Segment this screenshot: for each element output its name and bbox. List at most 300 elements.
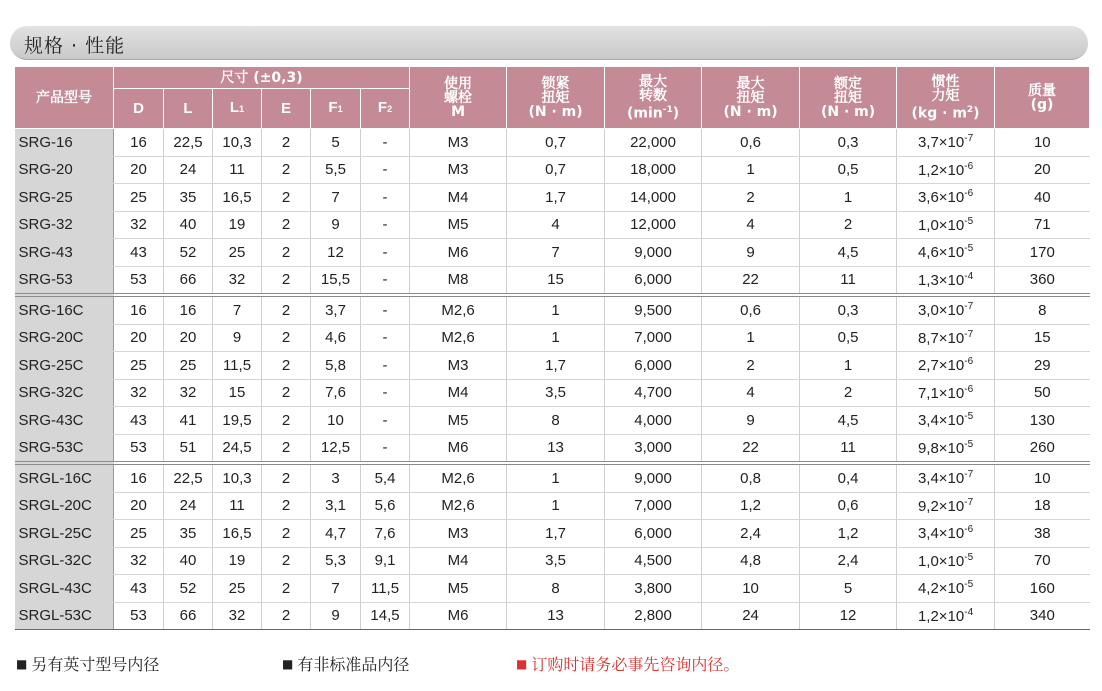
- cell-ratedt: 0,5: [800, 324, 897, 352]
- cell-l1: 25: [213, 575, 262, 603]
- cell-m: M3: [410, 156, 507, 184]
- inertia-base: 1,3×10: [917, 271, 965, 289]
- cell-speed: 6,000: [605, 266, 702, 295]
- cell-speed: 4,000: [605, 407, 702, 435]
- cell-f2: 7,6: [361, 520, 410, 548]
- table-row: [15, 520, 1090, 548]
- inertia-exponent: -7: [964, 133, 974, 145]
- cell-mass: 8: [995, 295, 1090, 324]
- cell-inertia: [897, 295, 995, 324]
- table-row: [15, 352, 1090, 380]
- cell-f1: 12: [311, 239, 361, 267]
- cell-f1: 3: [311, 463, 361, 492]
- cell-maxt: 0,6: [702, 295, 800, 324]
- cell-mass: 70: [995, 547, 1090, 575]
- cell-inertia: [897, 547, 995, 575]
- inertia-exponent: -7: [964, 301, 974, 313]
- cell-mass: 71: [995, 211, 1090, 239]
- cell-maxt: 4,8: [702, 547, 800, 575]
- cell-ratedt: 2: [800, 211, 897, 239]
- cell-l: 25: [164, 352, 213, 380]
- cell-model: SRG-32: [15, 211, 114, 239]
- cell-inertia: [897, 492, 995, 520]
- inertia-base: 1,0×10: [917, 216, 965, 234]
- cell-f1: 5,8: [311, 352, 361, 380]
- cell-lock: 0,7: [507, 129, 605, 157]
- cell-model: SRG-53: [15, 266, 114, 295]
- cell-ratedt: 11: [800, 266, 897, 295]
- cell-l: 35: [164, 520, 213, 548]
- cell-inertia: [897, 407, 995, 435]
- inertia-base: 9,8×10: [917, 439, 965, 457]
- cell-model: SRG-43C: [15, 407, 114, 435]
- cell-m: M6: [410, 239, 507, 267]
- table-body: [15, 129, 1090, 630]
- cell-f1: 9: [311, 211, 361, 239]
- cell-e: 2: [262, 266, 311, 295]
- cell-e: 2: [262, 352, 311, 380]
- cell-f1: 7,6: [311, 379, 361, 407]
- cell-maxt: 10: [702, 575, 800, 603]
- cell-speed: 6,000: [605, 352, 702, 380]
- cell-lock: 3,5: [507, 379, 605, 407]
- header-dim-d: D: [114, 89, 164, 129]
- cell-inertia: [897, 352, 995, 380]
- cell-ratedt: 4,5: [800, 407, 897, 435]
- cell-l: 40: [164, 547, 213, 575]
- cell-lock: 8: [507, 407, 605, 435]
- inertia-base: 3,7×10: [917, 134, 965, 152]
- cell-e: 2: [262, 379, 311, 407]
- cell-f2: -: [361, 352, 410, 380]
- inertia-exponent: -6: [964, 383, 974, 395]
- inertia-exponent: -6: [964, 160, 974, 172]
- cell-f1: 15,5: [311, 266, 361, 295]
- cell-inertia: [897, 324, 995, 352]
- header-lock-torque: 锁紧 扭矩 (N · m): [507, 67, 605, 129]
- cell-l: 20: [164, 324, 213, 352]
- cell-l1: 19: [213, 211, 262, 239]
- cell-f1: 3,1: [311, 492, 361, 520]
- cell-m: M3: [410, 129, 507, 157]
- cell-lock: 1,7: [507, 352, 605, 380]
- header-model: 产品型号: [15, 67, 114, 129]
- cell-m: M4: [410, 379, 507, 407]
- cell-ratedt: 5: [800, 575, 897, 603]
- cell-maxt: 2: [702, 184, 800, 212]
- inertia-base: 4,2×10: [917, 580, 965, 598]
- cell-m: M2,6: [410, 324, 507, 352]
- cell-mass: 260: [995, 434, 1090, 463]
- cell-e: 2: [262, 184, 311, 212]
- cell-inertia: [897, 156, 995, 184]
- cell-lock: 4: [507, 211, 605, 239]
- cell-m: M5: [410, 575, 507, 603]
- inertia-exponent: -7: [964, 469, 974, 481]
- header-rated-torque: 额定 扭矩 (N · m): [800, 67, 897, 129]
- cell-l1: 10,3: [213, 463, 262, 492]
- table-row: [15, 239, 1090, 267]
- cell-f1: 3,7: [311, 295, 361, 324]
- cell-maxt: 22: [702, 266, 800, 295]
- table-row: [15, 266, 1090, 295]
- table-row: [15, 575, 1090, 603]
- cell-l1: 10,3: [213, 129, 262, 157]
- cell-l: 22,5: [164, 463, 213, 492]
- cell-l1: 25: [213, 239, 262, 267]
- cell-mass: 340: [995, 602, 1090, 630]
- inertia-exponent: -5: [964, 579, 974, 591]
- cell-l1: 11: [213, 492, 262, 520]
- cell-l1: 11: [213, 156, 262, 184]
- cell-ratedt: 0,3: [800, 295, 897, 324]
- cell-model: SRG-32C: [15, 379, 114, 407]
- cell-model: SRG-16: [15, 129, 114, 157]
- header-dims-group: 尺寸 (±0,3): [114, 67, 410, 89]
- cell-mass: 130: [995, 407, 1090, 435]
- cell-e: 2: [262, 602, 311, 630]
- cell-speed: 7,000: [605, 492, 702, 520]
- cell-inertia: [897, 211, 995, 239]
- cell-inertia: [897, 463, 995, 492]
- cell-f2: -: [361, 407, 410, 435]
- cell-d: 20: [114, 492, 164, 520]
- cell-mass: 170: [995, 239, 1090, 267]
- cell-l1: 32: [213, 602, 262, 630]
- cell-l1: 24,5: [213, 434, 262, 463]
- cell-f2: -: [361, 266, 410, 295]
- cell-speed: 4,700: [605, 379, 702, 407]
- inertia-base: 8,7×10: [917, 329, 965, 347]
- cell-speed: 2,800: [605, 602, 702, 630]
- header-mass: 质量 (g): [995, 67, 1090, 129]
- table-row: [15, 602, 1090, 630]
- cell-mass: 29: [995, 352, 1090, 380]
- cell-e: 2: [262, 295, 311, 324]
- footnote-inch-bore: [16, 652, 159, 675]
- cell-f2: 14,5: [361, 602, 410, 630]
- cell-f1: 10: [311, 407, 361, 435]
- cell-e: 2: [262, 129, 311, 157]
- cell-f1: 7: [311, 184, 361, 212]
- cell-d: 16: [114, 463, 164, 492]
- cell-model: SRG-20: [15, 156, 114, 184]
- cell-f2: -: [361, 324, 410, 352]
- cell-e: 2: [262, 434, 311, 463]
- cell-model: SRG-53C: [15, 434, 114, 463]
- header-max-speed: 最大 转数 $(\min^{-1})$: [605, 67, 702, 129]
- cell-d: 25: [114, 184, 164, 212]
- cell-ratedt: 2,4: [800, 547, 897, 575]
- square-bullet-icon: ■: [516, 657, 528, 671]
- cell-e: 2: [262, 547, 311, 575]
- cell-f1: 9: [311, 602, 361, 630]
- cell-l: 66: [164, 602, 213, 630]
- cell-d: 25: [114, 352, 164, 380]
- cell-f2: -: [361, 184, 410, 212]
- cell-f2: -: [361, 211, 410, 239]
- cell-m: M4: [410, 547, 507, 575]
- cell-ratedt: 1: [800, 184, 897, 212]
- cell-model: SRG-43: [15, 239, 114, 267]
- cell-e: 2: [262, 211, 311, 239]
- cell-d: 25: [114, 520, 164, 548]
- cell-f1: 4,6: [311, 324, 361, 352]
- cell-maxt: 0,6: [702, 129, 800, 157]
- cell-maxt: 2: [702, 352, 800, 380]
- cell-lock: 3,5: [507, 547, 605, 575]
- cell-mass: 50: [995, 379, 1090, 407]
- table-row: [15, 156, 1090, 184]
- cell-l1: 15: [213, 379, 262, 407]
- table-row: [15, 407, 1090, 435]
- cell-maxt: 2,4: [702, 520, 800, 548]
- inertia-exponent: -4: [964, 270, 974, 282]
- inertia-exponent: -4: [964, 606, 974, 618]
- cell-model: SRGL-32C: [15, 547, 114, 575]
- cell-ratedt: 11: [800, 434, 897, 463]
- footnote-text: 另有英寸型号内径: [31, 655, 160, 674]
- cell-lock: 1: [507, 492, 605, 520]
- cell-ratedt: 4,5: [800, 239, 897, 267]
- inertia-base: 3,0×10: [917, 302, 965, 320]
- header-dim-l: L: [164, 89, 213, 129]
- cell-f2: -: [361, 295, 410, 324]
- cell-d: 53: [114, 434, 164, 463]
- spec-table: [14, 66, 1090, 630]
- cell-d: 43: [114, 575, 164, 603]
- inertia-base: 1,2×10: [917, 161, 965, 179]
- cell-f2: 11,5: [361, 575, 410, 603]
- table-row: [15, 324, 1090, 352]
- cell-l: 52: [164, 575, 213, 603]
- inertia-exponent: -6: [964, 524, 974, 536]
- table-row: [15, 547, 1090, 575]
- cell-f1: 7: [311, 575, 361, 603]
- table-row: [15, 379, 1090, 407]
- cell-l: 32: [164, 379, 213, 407]
- inertia-base: 2,7×10: [917, 357, 965, 375]
- cell-mass: 15: [995, 324, 1090, 352]
- cell-e: 2: [262, 575, 311, 603]
- cell-ratedt: 1: [800, 352, 897, 380]
- inertia-exponent: -5: [964, 215, 974, 227]
- cell-inertia: [897, 266, 995, 295]
- cell-l1: 32: [213, 266, 262, 295]
- inertia-base: 3,4×10: [917, 470, 965, 488]
- inertia-base: 3,6×10: [917, 189, 965, 207]
- cell-l: 35: [164, 184, 213, 212]
- cell-maxt: 1: [702, 156, 800, 184]
- cell-lock: 1: [507, 463, 605, 492]
- header-inertia: 惯性 力矩 $(kg \cdot m^2)$: [897, 67, 995, 129]
- cell-maxt: 1,2: [702, 492, 800, 520]
- cell-ratedt: 2: [800, 379, 897, 407]
- cell-m: M3: [410, 352, 507, 380]
- table-row: [15, 463, 1090, 492]
- cell-lock: 0,7: [507, 156, 605, 184]
- cell-l: 16: [164, 295, 213, 324]
- cell-maxt: 9: [702, 407, 800, 435]
- cell-l1: 16,5: [213, 520, 262, 548]
- inertia-exponent: -5: [964, 411, 974, 423]
- cell-inertia: [897, 184, 995, 212]
- cell-maxt: 4: [702, 379, 800, 407]
- header-max-torque: 最大 扭矩 (N · m): [702, 67, 800, 129]
- cell-l1: 19,5: [213, 407, 262, 435]
- cell-f1: 5: [311, 129, 361, 157]
- section-title: 规格 · 性能: [24, 35, 126, 57]
- cell-lock: 13: [507, 434, 605, 463]
- cell-model: SRG-25C: [15, 352, 114, 380]
- inertia-exponent: -6: [964, 188, 974, 200]
- cell-model: SRGL-53C: [15, 602, 114, 630]
- cell-speed: 3,000: [605, 434, 702, 463]
- cell-f1: 4,7: [311, 520, 361, 548]
- table-row: [15, 492, 1090, 520]
- cell-ratedt: 0,4: [800, 463, 897, 492]
- cell-lock: 1: [507, 324, 605, 352]
- table-row: [15, 295, 1090, 324]
- cell-m: M6: [410, 602, 507, 630]
- cell-d: 53: [114, 266, 164, 295]
- cell-e: 2: [262, 324, 311, 352]
- cell-d: 32: [114, 211, 164, 239]
- inertia-exponent: -7: [964, 328, 974, 340]
- cell-mass: 40: [995, 184, 1090, 212]
- cell-mass: 10: [995, 463, 1090, 492]
- header-dim-l1: L1: [213, 89, 262, 129]
- cell-speed: 14,000: [605, 184, 702, 212]
- inertia-exponent: -5: [964, 551, 974, 563]
- cell-speed: 18,000: [605, 156, 702, 184]
- cell-d: 16: [114, 295, 164, 324]
- cell-d: 43: [114, 407, 164, 435]
- cell-m: M3: [410, 520, 507, 548]
- cell-f2: 5,6: [361, 492, 410, 520]
- cell-e: 2: [262, 463, 311, 492]
- cell-f2: -: [361, 156, 410, 184]
- header-dim-e: E: [262, 89, 311, 129]
- cell-inertia: [897, 379, 995, 407]
- cell-model: SRGL-43C: [15, 575, 114, 603]
- inertia-exponent: -5: [964, 438, 974, 450]
- cell-e: 2: [262, 492, 311, 520]
- cell-f1: 5,3: [311, 547, 361, 575]
- cell-l1: 7: [213, 295, 262, 324]
- cell-f2: -: [361, 129, 410, 157]
- cell-speed: 3,800: [605, 575, 702, 603]
- inertia-base: 1,0×10: [917, 552, 965, 570]
- cell-mass: 18: [995, 492, 1090, 520]
- cell-l1: 16,5: [213, 184, 262, 212]
- inertia-base: 3,4×10: [917, 412, 965, 430]
- cell-maxt: 4: [702, 211, 800, 239]
- cell-f1: 12,5: [311, 434, 361, 463]
- cell-ratedt: 0,5: [800, 156, 897, 184]
- cell-inertia: [897, 129, 995, 157]
- cell-l: 22,5: [164, 129, 213, 157]
- inertia-base: 1,2×10: [917, 607, 965, 625]
- cell-l: 24: [164, 156, 213, 184]
- cell-e: 2: [262, 239, 311, 267]
- cell-mass: 360: [995, 266, 1090, 295]
- cell-lock: 1: [507, 295, 605, 324]
- cell-maxt: 22: [702, 434, 800, 463]
- cell-speed: 9,000: [605, 239, 702, 267]
- cell-e: 2: [262, 407, 311, 435]
- cell-speed: 7,000: [605, 324, 702, 352]
- cell-maxt: 1: [702, 324, 800, 352]
- cell-d: 43: [114, 239, 164, 267]
- cell-l: 51: [164, 434, 213, 463]
- cell-l1: 19: [213, 547, 262, 575]
- cell-l: 52: [164, 239, 213, 267]
- cell-l: 41: [164, 407, 213, 435]
- cell-model: SRG-25: [15, 184, 114, 212]
- cell-speed: 9,000: [605, 463, 702, 492]
- cell-d: 16: [114, 129, 164, 157]
- inertia-exponent: -7: [964, 496, 974, 508]
- cell-f2: -: [361, 434, 410, 463]
- cell-d: 32: [114, 547, 164, 575]
- cell-f2: -: [361, 379, 410, 407]
- cell-m: M2,6: [410, 492, 507, 520]
- cell-speed: 22,000: [605, 129, 702, 157]
- cell-m: M4: [410, 184, 507, 212]
- cell-m: M5: [410, 211, 507, 239]
- cell-speed: 9,500: [605, 295, 702, 324]
- cell-lock: 15: [507, 266, 605, 295]
- cell-model: SRGL-16C: [15, 463, 114, 492]
- cell-inertia: [897, 434, 995, 463]
- cell-ratedt: 0,3: [800, 129, 897, 157]
- cell-m: M2,6: [410, 463, 507, 492]
- cell-speed: 12,000: [605, 211, 702, 239]
- cell-d: 32: [114, 379, 164, 407]
- footnote-text: 订购时请务必事先咨询内径。: [531, 655, 740, 674]
- cell-mass: 10: [995, 129, 1090, 157]
- cell-inertia: [897, 239, 995, 267]
- cell-ratedt: 0,6: [800, 492, 897, 520]
- cell-lock: 13: [507, 602, 605, 630]
- inertia-base: 9,2×10: [917, 497, 965, 515]
- footnote-order-notice: [516, 652, 739, 675]
- cell-l1: 9: [213, 324, 262, 352]
- cell-lock: 7: [507, 239, 605, 267]
- cell-m: M8: [410, 266, 507, 295]
- cell-ratedt: 1,2: [800, 520, 897, 548]
- inertia-exponent: -5: [964, 243, 974, 255]
- cell-model: SRG-20C: [15, 324, 114, 352]
- cell-f1: 5,5: [311, 156, 361, 184]
- cell-e: 2: [262, 520, 311, 548]
- table-row: [15, 129, 1090, 157]
- cell-m: M5: [410, 407, 507, 435]
- cell-m: M6: [410, 434, 507, 463]
- cell-lock: 8: [507, 575, 605, 603]
- square-bullet-icon: ■: [16, 657, 28, 671]
- cell-d: 20: [114, 324, 164, 352]
- inertia-exponent: -6: [964, 356, 974, 368]
- cell-speed: 6,000: [605, 520, 702, 548]
- cell-m: M2,6: [410, 295, 507, 324]
- cell-f2: 9,1: [361, 547, 410, 575]
- table-row: [15, 184, 1090, 212]
- cell-model: SRGL-25C: [15, 520, 114, 548]
- cell-maxt: 9: [702, 239, 800, 267]
- cell-f2: 5,4: [361, 463, 410, 492]
